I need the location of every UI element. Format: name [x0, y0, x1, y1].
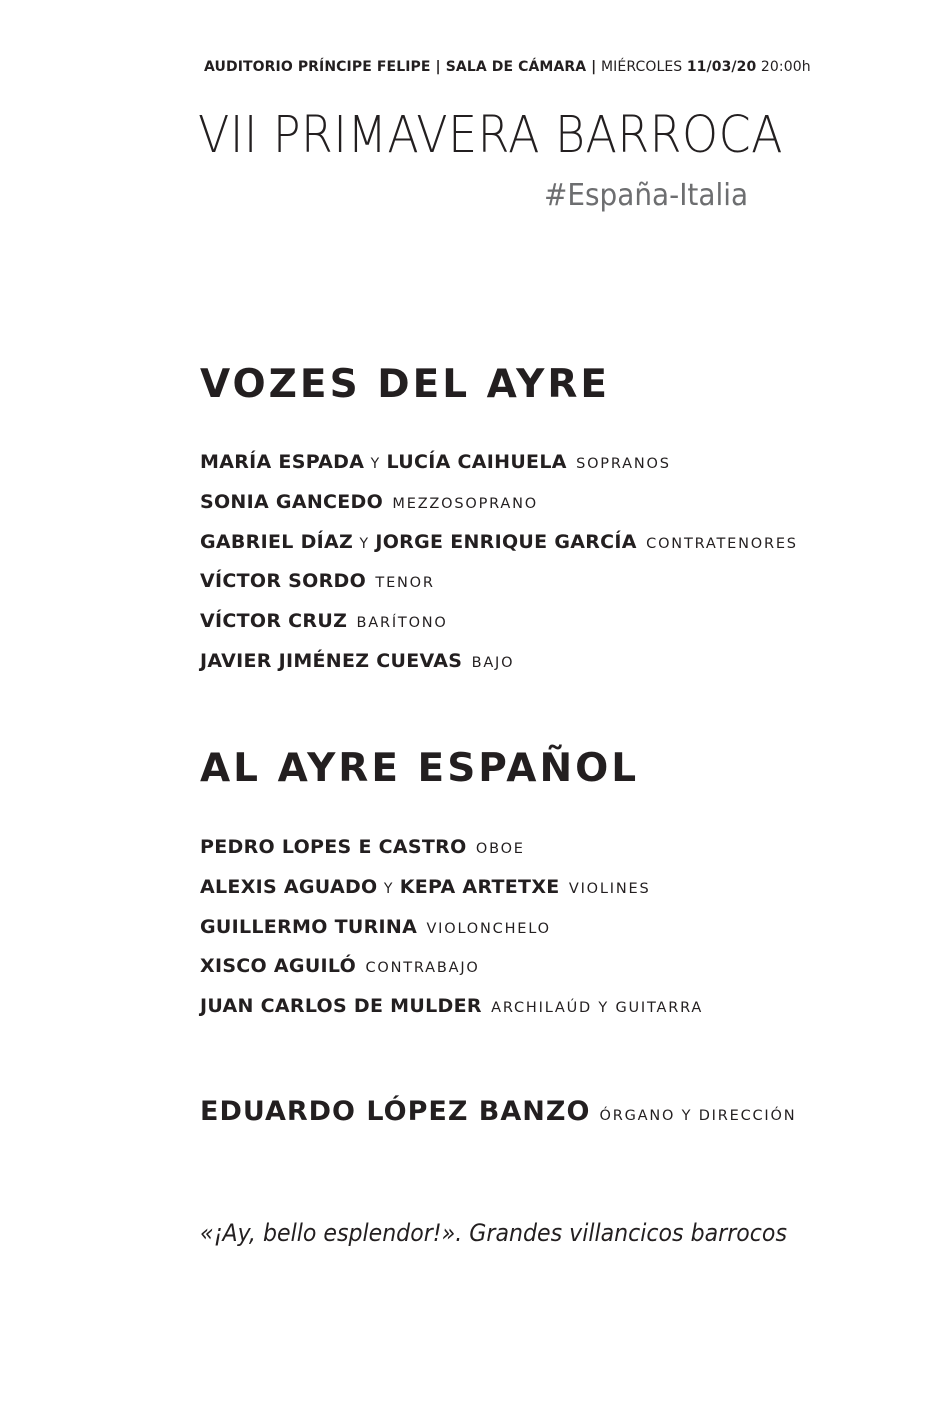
member-row: [200, 530, 798, 570]
member-joiner: Y: [370, 456, 381, 472]
member-row: [200, 490, 798, 530]
member-name: VÍCTOR CRUZ: [200, 610, 348, 633]
member-row: [200, 835, 703, 875]
member-joiner: Y: [359, 535, 370, 552]
member-role: BAJO: [471, 654, 515, 671]
festival-subtitle: #España-Italia: [544, 178, 749, 213]
member-row: [200, 609, 798, 649]
member-role: SOPRANOS: [576, 456, 671, 472]
member-role: ARCHILAÚD Y GUITARRA: [491, 1000, 704, 1017]
member-role: OBOE: [475, 841, 525, 857]
time-text: 20:00h: [760, 59, 811, 75]
member-row: [200, 954, 703, 994]
member-role: VIOLINES: [568, 880, 651, 897]
member-name: GABRIEL DÍAZ: [200, 530, 354, 553]
member-name: JORGE ENRIQUE GARCÍA: [375, 530, 637, 553]
ensemble-heading: VOZES DEL AYRE: [200, 362, 611, 407]
venue-text: AUDITORIO PRÍNCIPE FELIPE | SALA DE CÁMARA |: [204, 59, 597, 75]
member-name: GUILLERMO TURINA: [200, 915, 418, 938]
member-role: VIOLONCHELO: [426, 920, 551, 937]
member-row: [200, 994, 703, 1034]
member-role: CONTRATENORES: [646, 535, 798, 552]
member-name: MARÍA ESPADA: [200, 451, 365, 473]
member-name: ALEXIS AGUADO: [200, 875, 378, 898]
member-name: LUCÍA CAIHUELA: [386, 451, 567, 473]
member-name: KEPA ARTETXE: [399, 875, 560, 898]
member-name: SONIA GANCEDO: [200, 490, 384, 513]
member-role: TENOR: [375, 575, 435, 592]
member-joiner: Y: [383, 880, 394, 897]
date-text: 11/03/20: [686, 59, 757, 75]
director-line: [200, 1096, 796, 1127]
member-row: [200, 649, 798, 689]
member-role: MEZZOSOPRANO: [392, 495, 539, 512]
member-row: [200, 915, 703, 955]
director-role: ÓRGANO Y DIRECCIÓN: [599, 1108, 797, 1124]
member-row: [200, 875, 703, 915]
member-role: CONTRABAJO: [365, 960, 480, 977]
member-name: XISCO AGUILÓ: [200, 955, 357, 978]
member-name: VÍCTOR SORDO: [200, 570, 367, 593]
festival-title: VII PRIMAVERA BARROCA: [198, 106, 783, 165]
member-name: JAVIER JIMÉNEZ CUEVAS: [200, 649, 463, 672]
program-title: «¡Ay, bello esplendor!». Grandes villancicos barrocos: [200, 1219, 787, 1247]
ensemble-member-list: [200, 835, 703, 1034]
ensemble-member-list: [200, 450, 798, 689]
member-name: PEDRO LOPES E CASTRO: [200, 836, 467, 858]
weekday-text: MIÉRCOLES: [600, 59, 683, 75]
member-row: [200, 569, 798, 609]
member-role: BARÍTONO: [356, 615, 448, 632]
event-info-line: [204, 59, 811, 75]
director-name: EDUARDO LÓPEZ BANZO: [200, 1096, 591, 1127]
member-row: [200, 450, 798, 490]
member-name: JUAN CARLOS DE MULDER: [200, 995, 482, 1018]
ensemble-heading: AL AYRE ESPAÑOL: [200, 746, 640, 791]
